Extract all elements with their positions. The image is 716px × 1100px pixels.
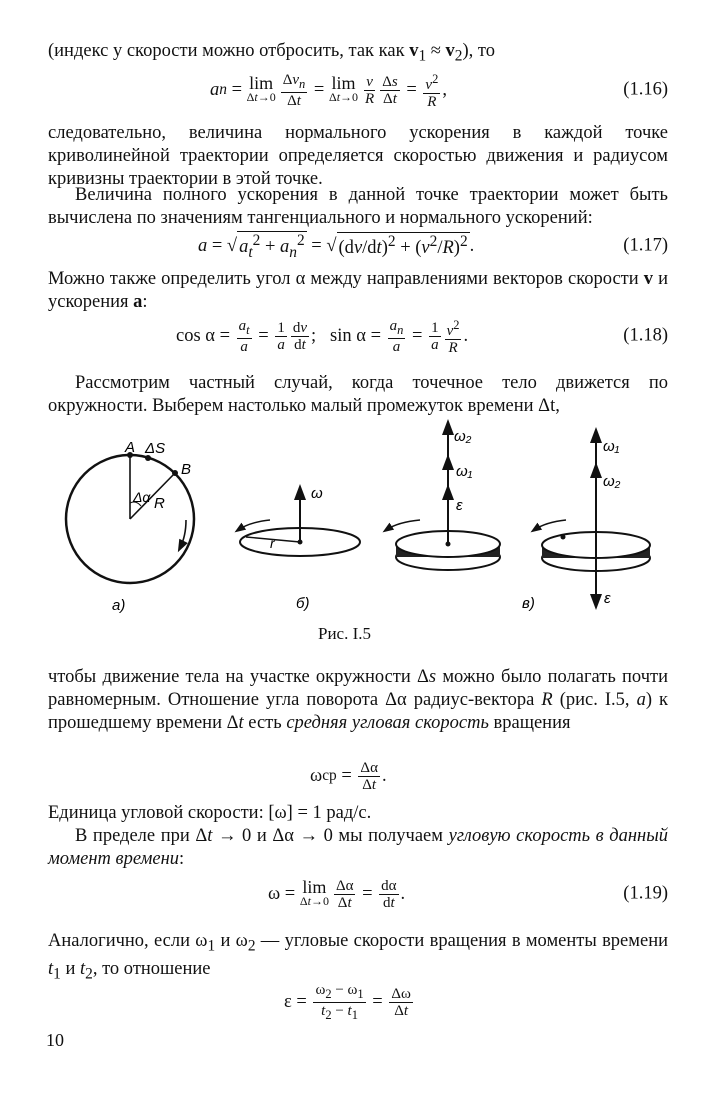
figure-c-left-disk-diagram bbox=[386, 425, 500, 570]
paragraph-1: (индекс у скорости можно отбросить, так как $v_1 \approx v_2$), то bbox=[48, 41, 496, 65]
label-ds: ΔS bbox=[145, 440, 166, 457]
equation-epsilon: ε = $\frac{\omega_2 - \omega_1}{t_2 - t_1}$ = $\frac{\Delta\omega}{\Delta t}$ bbox=[284, 981, 411, 1022]
sublabel-c: в) bbox=[522, 595, 535, 612]
label-omega1-c: ω₁ bbox=[456, 463, 473, 480]
equation-number: (1.17) bbox=[623, 235, 668, 256]
label-dalpha: Δα bbox=[133, 489, 151, 505]
page-number: 10 bbox=[46, 1030, 64, 1050]
paragraph-9: Аналогично, если $\omega_1$ и $\omega_2$ — угловые скорости вращения в моменты времени $t_1$ и $t_2$, то отношение bbox=[48, 931, 668, 983]
paragraph-5: Рассмотрим частный случай, когда точечное тело движется по окружности. Выберем настолько малый промежуток времени Δt, bbox=[48, 373, 668, 416]
label-omega: ω bbox=[311, 485, 323, 502]
equation-1-19: ω = lim Δt→0 $\frac{\Delta\alpha}{\Delta t}$ = $\frac{d\alpha}{dt}$ . (1.19) bbox=[268, 877, 668, 911]
equation-number: (1.16) bbox=[623, 79, 668, 100]
equation-1-18: cos α = $\frac{a_t}{a}$ = $\frac{1}{a}$ $\frac{dv}{dt}$ ; sin α = $\frac{a_n}{a}$ = $\frac{1}{a}$ $\frac{v^2}{R}$ . (1.18) bbox=[176, 317, 668, 356]
figure-a-circle-diagram bbox=[66, 452, 194, 583]
paragraph-2: следовательно, величина нормального ускорения в каждой точке криволинейной траектории определяется скоростью движения и радиусом кривизны траектории в этой точке. bbox=[48, 123, 668, 189]
label-r-radius: R bbox=[154, 495, 165, 512]
equation-omega-avg: ω ср = $\frac{\Delta\alpha}{\Delta t}$ . bbox=[310, 759, 387, 793]
label-omega1-c-right: ω₁ bbox=[603, 438, 620, 455]
label-omega2-c: ω₂ bbox=[454, 428, 472, 445]
label-eps-c-right: ε bbox=[604, 590, 611, 607]
label-b: B bbox=[181, 461, 192, 478]
paragraph-7: Единица угловой скорости: [ω] = 1 рад/с. bbox=[48, 803, 372, 823]
label-omega2-c-right: ω₂ bbox=[603, 473, 621, 490]
equation-1-16: a n = lim Δt→0 $\frac{\Delta v_n}{\Delta t}$ = lim Δt→0 $\frac{v}{R}$ $\frac{\Delta s}{\Delta t}$ = $\frac{v^2}{R}$ , (1.16) bbox=[210, 71, 668, 110]
paragraph-8: В пределе при Δt → 0 и Δα → 0 мы получаем угловую скорость в данный момент времени: bbox=[48, 826, 668, 869]
sublabel-a: а) bbox=[112, 597, 126, 614]
figure-b-disk-diagram bbox=[238, 490, 360, 556]
paragraph-6: чтобы движение тела на участке окружности Δs можно было полагать почти равномерным. Отношение угла поворота Δα радиус-вектора R (рис. I.5, a) к прошедшему времени Δt есть средняя угловая скорость вращения bbox=[48, 667, 669, 733]
label-r-small: r bbox=[270, 535, 275, 551]
paragraph-4: Можно также определить угол α между направлениями векторов скорости v и ускорения a: bbox=[48, 269, 668, 312]
label-a: A bbox=[125, 439, 136, 456]
label-eps-c: ε bbox=[456, 497, 463, 514]
paragraph-3: Величина полного ускорения в данной точке траектории может быть вычислена по значениям тангенциального и нормального ускорений: bbox=[48, 185, 668, 228]
sublabel-b: б) bbox=[296, 595, 310, 612]
equation-number: (1.19) bbox=[623, 883, 668, 904]
equation-1-17: a = √ $a_t^2 + a_n^2$ = √ $(dv/dt)^2 + (v^2/R)^2$ . (1.17) bbox=[198, 231, 668, 261]
figure-c-right-disk-diagram bbox=[534, 433, 650, 604]
figure-caption: Рис. I.5 bbox=[318, 624, 372, 643]
equation-number: (1.18) bbox=[623, 325, 668, 346]
